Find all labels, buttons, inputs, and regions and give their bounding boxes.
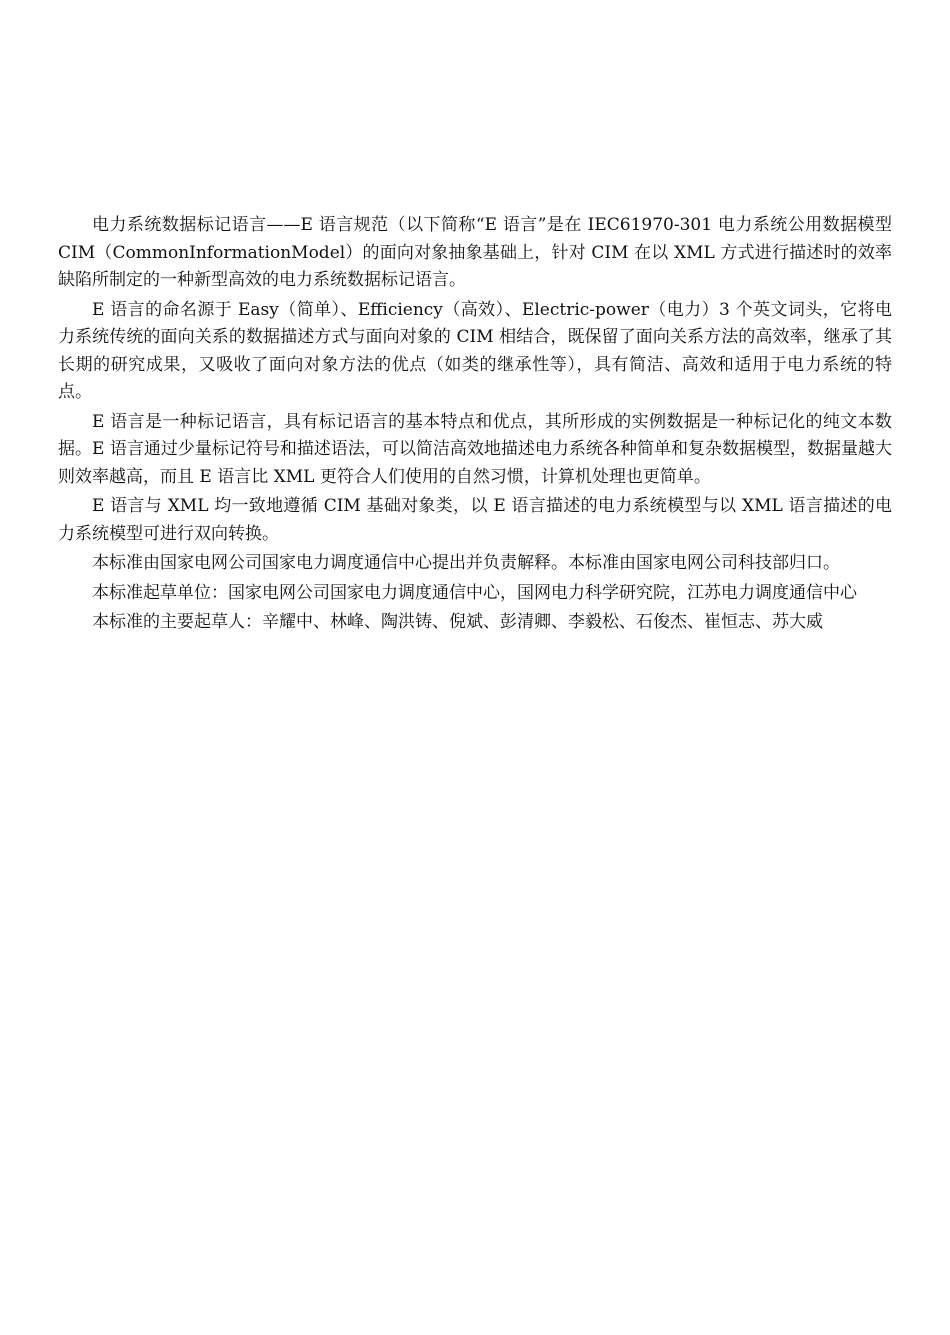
paragraph-drafting-units: 本标准起草单位：国家电网公司国家电力调度通信中心，国网电力科学研究院，江苏电力调度通信中心 (92, 582, 857, 603)
paragraph-xml-conversion: E 语言与 XML 均一致地遵循 CIM 基础对象类，以 E 语言描述的电力系统模型与以 XML 语言描述的电力系统模型可进行双向转换。 (58, 496, 892, 544)
paragraph-standard-proposer: 本标准由国家电网公司国家电力调度通信中心提出并负责解释。本标准由国家电网公司科技部归口。 (92, 553, 840, 573)
paragraph-markup-language-features: E 语言是一种标记语言，具有标记语言的基本特点和优点，其所形成的实例数据是一种标记化的纯文本数据。E 语言通过少量标记符号和描述语法，可以简洁高效地描述电力系统各种简单和复杂数据模型，数据量越大则效率越高，而且 E 语言比 XML 更符合人们使用的自然习惯，计算机处理也更简单。 (58, 411, 892, 487)
paragraph-e-language-naming: E 语言的命名源于 Easy（简单）、Efficiency（高效）、Electric-power（电力）3 个英文词头，它将电力系统传统的面向关系的数据描述方式与面向对象的 CIM 相结合，既保留了面向关系方法的高效率，继承了其长期的研究成果，又吸收了面向对象方法的优点（如类的继承性等），具有简洁、高效和适用于电力系统的特点。 (58, 299, 892, 402)
paragraph-e-language-definition: 电力系统数据标记语言——E 语言规范（以下简称“E 语言”是在 IEC61970-301 电力系统公用数据模型 CIM（CommonInformationModel）的面向对象抽象基础上，针对 CIM 在以 XML 方式进行描述时的效率缺陷所制定的一种新型高效的电力系统数据标记语言。 (58, 215, 892, 290)
preface-body (58, 212, 892, 639)
paragraph-main-drafters: 本标准的主要起草人：辛耀中、林峰、陶洪铸、倪斌、彭清卿、李毅松、石俊杰、崔恒志、苏大威 (92, 612, 823, 632)
